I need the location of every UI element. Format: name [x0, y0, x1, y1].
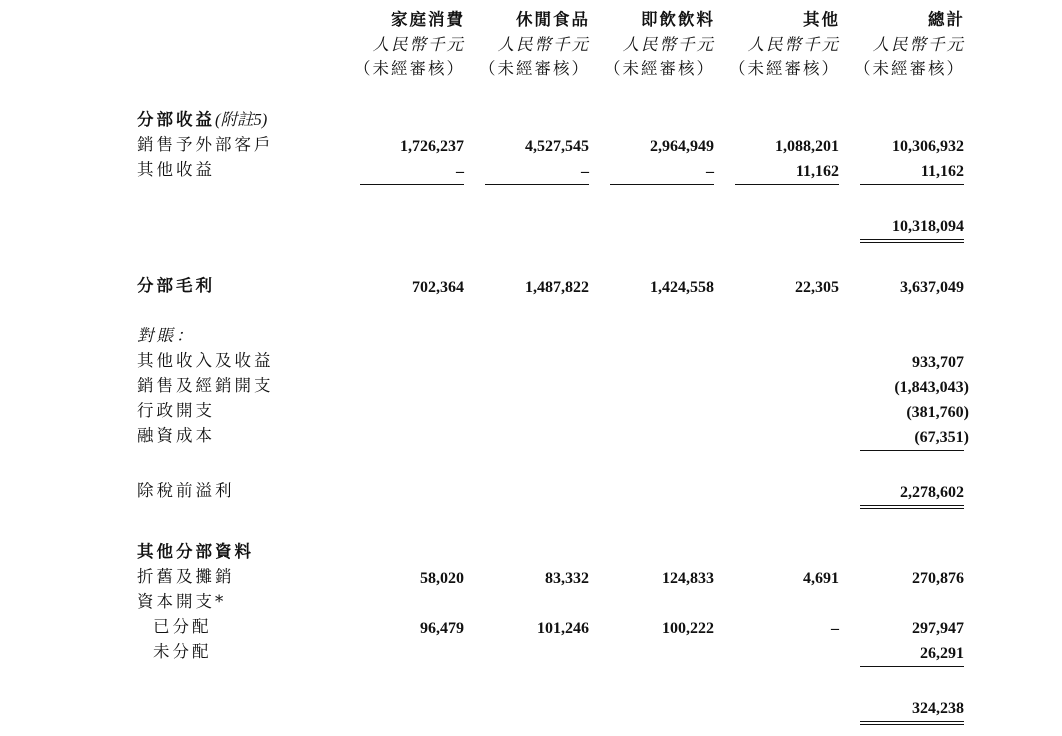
depreciation-household: 58,020	[420, 570, 464, 587]
depreciation-label: 折舊及攤銷	[137, 567, 235, 586]
other-income-value: 933,707	[912, 354, 964, 371]
depreciation-snacks: 83,332	[545, 570, 589, 587]
finance-costs-label: 融資成本	[137, 426, 215, 445]
column-unit: 人民幣千元	[622, 34, 715, 54]
column-unit: 人民幣千元	[497, 34, 590, 54]
gross-profit-others: 22,305	[795, 279, 839, 296]
column-audit-status: （未經審核）	[354, 59, 465, 78]
allocated-total: 297,947	[912, 620, 964, 637]
reconciliation-label: 對賬：	[137, 326, 196, 345]
total-double-rule	[860, 721, 964, 725]
external-sales-label: 銷售予外部客戶	[137, 135, 274, 154]
subtotal-rule	[860, 450, 964, 451]
column-audit-status: （未經審核）	[729, 59, 840, 78]
other-revenue-household: –	[456, 163, 464, 180]
column-unit: 人民幣千元	[747, 34, 840, 54]
allocated-others: –	[831, 620, 839, 637]
column-audit-status: （未經審核）	[854, 59, 965, 78]
capex-label: 資本開支*	[137, 592, 227, 611]
external-sales-household: 1,726,237	[400, 138, 464, 155]
total-double-rule	[860, 239, 964, 243]
selling-expenses-label: 銷售及經銷開支	[137, 376, 274, 395]
gross-profit-total: 3,637,049	[900, 279, 964, 296]
subtotal-rule	[610, 184, 714, 185]
column-title: 家庭消費	[391, 10, 465, 29]
gross-profit-snacks: 1,487,822	[525, 279, 589, 296]
segment-revenue-note: (附註5)	[215, 110, 268, 129]
gross-profit-beverages: 1,424,558	[650, 279, 714, 296]
other-segment-info-label: 其他分部資料	[137, 542, 254, 561]
subtotal-rule	[360, 184, 464, 185]
subtotal-rule	[735, 184, 839, 185]
selling-expenses-value: (1,843,043)	[894, 379, 969, 396]
other-revenue-snacks: –	[581, 163, 589, 180]
admin-expenses-label: 行政開支	[137, 401, 215, 420]
column-unit: 人民幣千元	[872, 34, 965, 54]
column-audit-status: （未經審核）	[479, 59, 590, 78]
segment-revenue-total: 10,318,094	[892, 218, 964, 235]
unallocated-label: 未分配	[153, 642, 212, 661]
column-title: 休閒食品	[516, 10, 590, 29]
other-revenue-beverages: –	[706, 163, 714, 180]
column-audit-status: （未經審核）	[604, 59, 715, 78]
column-title: 其他	[803, 10, 840, 29]
subtotal-rule	[485, 184, 589, 185]
subtotal-rule	[860, 666, 964, 667]
finance-costs-value: (67,351)	[914, 429, 969, 446]
other-revenue-total: 11,162	[920, 163, 964, 180]
depreciation-others: 4,691	[803, 570, 839, 587]
depreciation-beverages: 124,833	[662, 570, 714, 587]
allocated-label: 已分配	[153, 617, 212, 636]
other-revenue-others: 11,162	[795, 163, 839, 180]
column-header-household	[335, 8, 465, 82]
other-revenue-label: 其他收益	[137, 160, 215, 179]
capex-total: 324,238	[912, 700, 964, 717]
admin-expenses-value: (381,760)	[906, 404, 969, 421]
segment-gross-profit-label: 分部毛利	[137, 276, 215, 295]
column-header-total	[835, 8, 965, 82]
external-sales-beverages: 2,964,949	[650, 138, 714, 155]
profit-before-tax-value: 2,278,602	[900, 484, 964, 501]
external-sales-others: 1,088,201	[775, 138, 839, 155]
allocated-snacks: 101,246	[537, 620, 589, 637]
column-header-beverages	[585, 8, 715, 82]
external-sales-snacks: 4,527,545	[525, 138, 589, 155]
depreciation-total: 270,876	[912, 570, 964, 587]
other-income-label: 其他收入及收益	[137, 351, 274, 370]
gross-profit-household: 702,364	[412, 279, 464, 296]
column-unit: 人民幣千元	[372, 34, 465, 54]
column-header-snacks	[460, 8, 590, 82]
profit-before-tax-label: 除稅前溢利	[137, 481, 235, 500]
subtotal-rule	[860, 184, 964, 185]
total-double-rule	[860, 505, 964, 509]
segment-revenue-label: 分部收益	[137, 110, 215, 129]
column-header-others	[710, 8, 840, 82]
segment-revenue-heading	[137, 110, 267, 130]
allocated-beverages: 100,222	[662, 620, 714, 637]
column-title: 總計	[928, 10, 965, 29]
unallocated-total: 26,291	[920, 645, 964, 662]
allocated-household: 96,479	[420, 620, 464, 637]
column-title: 即飲飲料	[641, 10, 715, 29]
external-sales-total: 10,306,932	[892, 138, 964, 155]
